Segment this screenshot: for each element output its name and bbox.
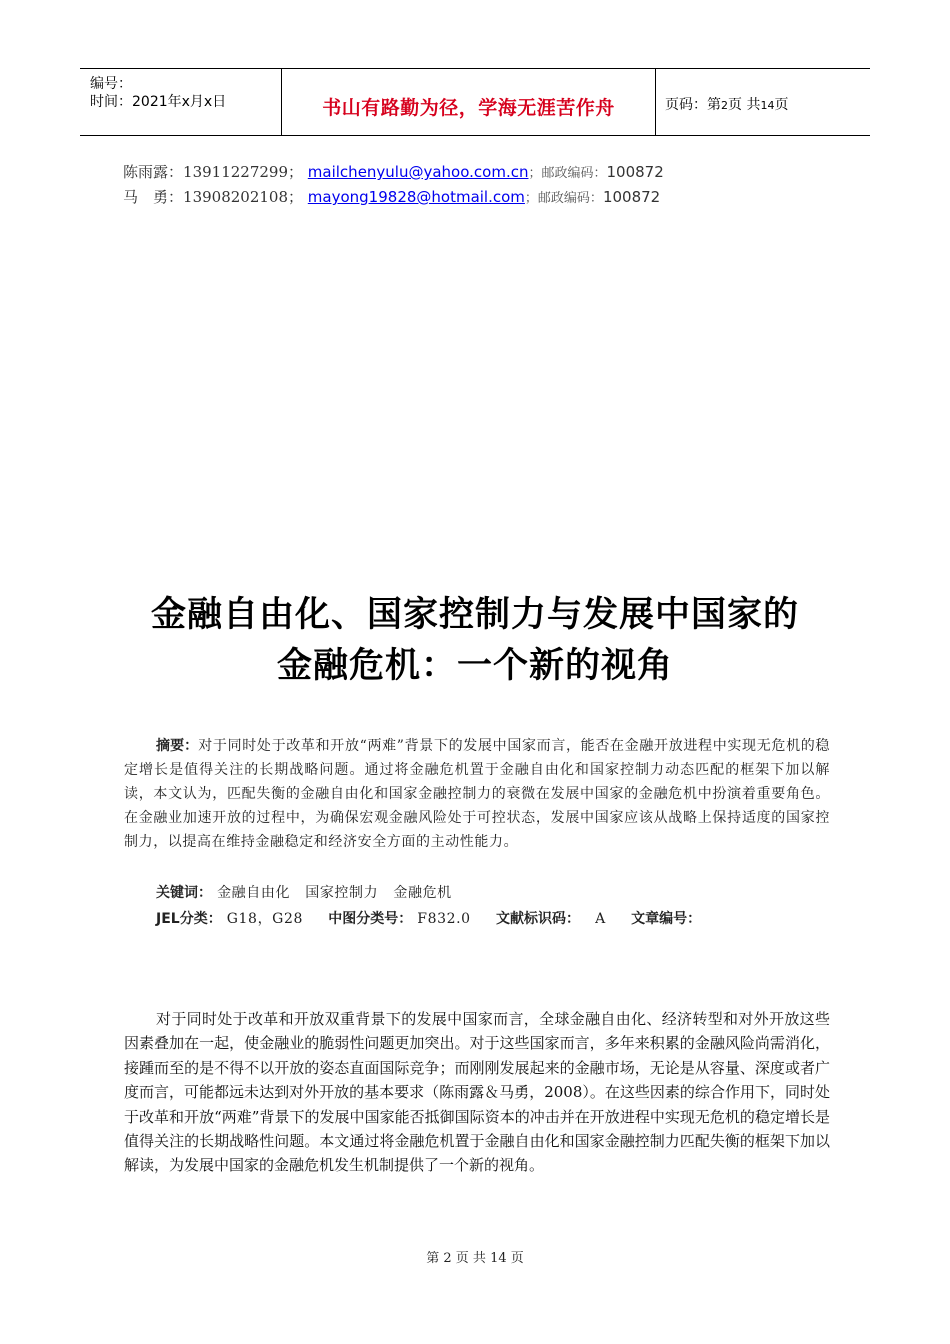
- contact-phone: 13911227299；: [183, 163, 304, 181]
- header-motto-cell: [282, 69, 656, 135]
- page-header: [80, 68, 870, 136]
- page-footer: 第 2 页 共 14 页: [426, 1251, 524, 1266]
- footer-page-current: 2: [443, 1251, 452, 1266]
- article-title-line-2: 金融危机：一个新的视角: [276, 646, 673, 686]
- doc-code-value: A: [595, 911, 606, 927]
- contact-name: 陈雨露: [123, 163, 169, 181]
- abstract: 摘要：对于同时处于改革和开放“两难”背景下的发展中国家而言，能否在金融开放进程中实现无危机的稳定增长是值得关注的长期战略问题。通过将金融危机置于金融自由化和国家控制力动态匹配的框架下加以解读，本文认为，匹配失衡的金融自由化和国家金融控制力的衰微在发展中国家的金融危机中扮演着重要角色。在金融业加速开放的过程中，为确保宏观金融风险处于可控状态，发展中国家应该从战略上保持适度的国家控制力，以提高在维持金融稳定和经济安全方面的主动性能力。: [124, 738, 831, 850]
- article-no-label: 文章编号: [631, 911, 688, 927]
- contact-email-link[interactable]: mailchenyulu@yahoo.com.cn: [307, 163, 529, 181]
- postal-code: 100872: [606, 163, 664, 181]
- keywords-label: 关键词: [156, 885, 198, 901]
- abstract-text: 对于同时处于改革和开放“两难”背景下的发展中国家而言，能否在金融开放进程中实现无危机的稳定增长是值得关注的长期战略问题。通过将金融危机置于金融自由化和国家控制力动态匹配的框架下加以解读，本文认为，匹配失衡的金融自由化和国家金融控制力的衰微在发展中国家的金融危机中扮演着重要角色。在金融业加速开放的过程中，为确保宏观金融风险处于可控状态，发展中国家应该从战略上保持适度的国家控制力，以提高在维持金融稳定和经济安全方面的主动性能力。: [124, 738, 831, 850]
- keyword: 金融危机: [393, 885, 452, 901]
- contact-email-link[interactable]: mayong19828@hotmail.com: [307, 188, 525, 206]
- keyword: 国家控制力: [305, 885, 379, 901]
- body-paragraph: 对于同时处于改革和开放双重背景下的发展中国家而言，全球金融自由化、经济转型和对外开放这些因素叠加在一起，使金融业的脆弱性问题更加突出。对于这些国家而言，多年来积累的金融风险尚需消化，接踵而至的是不得不以开放的姿态直面国际竞争；而刚刚发展起来的金融市场，无论是从容量、深度或者广度而言，可能都远未达到对外开放的基本要求（陈雨露＆马勇，2008）。在这些因素的综合作用下，同时处于改革和开放“两难”背景下的发展中国家能否抵御国际资本的冲击并在开放进程中实现无危机的稳定增长是值得关注的长期战略性问题。本文通过将金融危机置于金融自由化和国家金融控制力匹配失衡的框架下加以解读，为发展中国家的金融危机发生机制提供了一个新的视角。: [124, 1010, 830, 1175]
- number-label: 编号：: [90, 76, 132, 92]
- doc-code-label: 文献标识码: [495, 911, 566, 927]
- time-label: 时间：2021年x月x日: [90, 94, 227, 110]
- header-page-cell: [656, 69, 870, 135]
- contact-phone: 13908202108；: [183, 188, 304, 206]
- page-indicator: 页码：第2页 共14页: [665, 97, 789, 113]
- clc-label: 中图分类号: [328, 911, 399, 927]
- contact-line: 马 勇：13908202108； mayong19828@hotmail.com；邮政编码：100872: [123, 188, 661, 206]
- motto: 书山有路勤为径，学海无涯苦作舟: [322, 97, 615, 119]
- header-meta-cell: [80, 69, 282, 135]
- contact-name: 马 勇: [123, 188, 169, 206]
- jel-label: JEL分类: [156, 911, 208, 927]
- footer-page-total: 14: [490, 1251, 507, 1266]
- article-title-line-1: 金融自由化、国家控制力与发展中国家的: [150, 595, 799, 635]
- postal-code: 100872: [602, 188, 661, 206]
- jel-value: G18，G28: [226, 911, 303, 927]
- page-current: 2: [721, 99, 728, 112]
- page-total: 14: [760, 99, 775, 112]
- keywords-line: 关键词： 金融自由化 国家控制力 金融危机: [156, 885, 452, 901]
- contact-line: 陈雨露：13911227299； mailchenyulu@yahoo.com.cn；邮政编码：100872: [123, 163, 664, 181]
- abstract-label: 摘要: [156, 738, 185, 754]
- keyword: 金融自由化: [217, 885, 291, 901]
- classification-line: JEL分类： G18，G28 中图分类号： F832.0 文献标识码： A 文章编号：: [156, 911, 702, 927]
- clc-value: F832.0: [417, 911, 471, 927]
